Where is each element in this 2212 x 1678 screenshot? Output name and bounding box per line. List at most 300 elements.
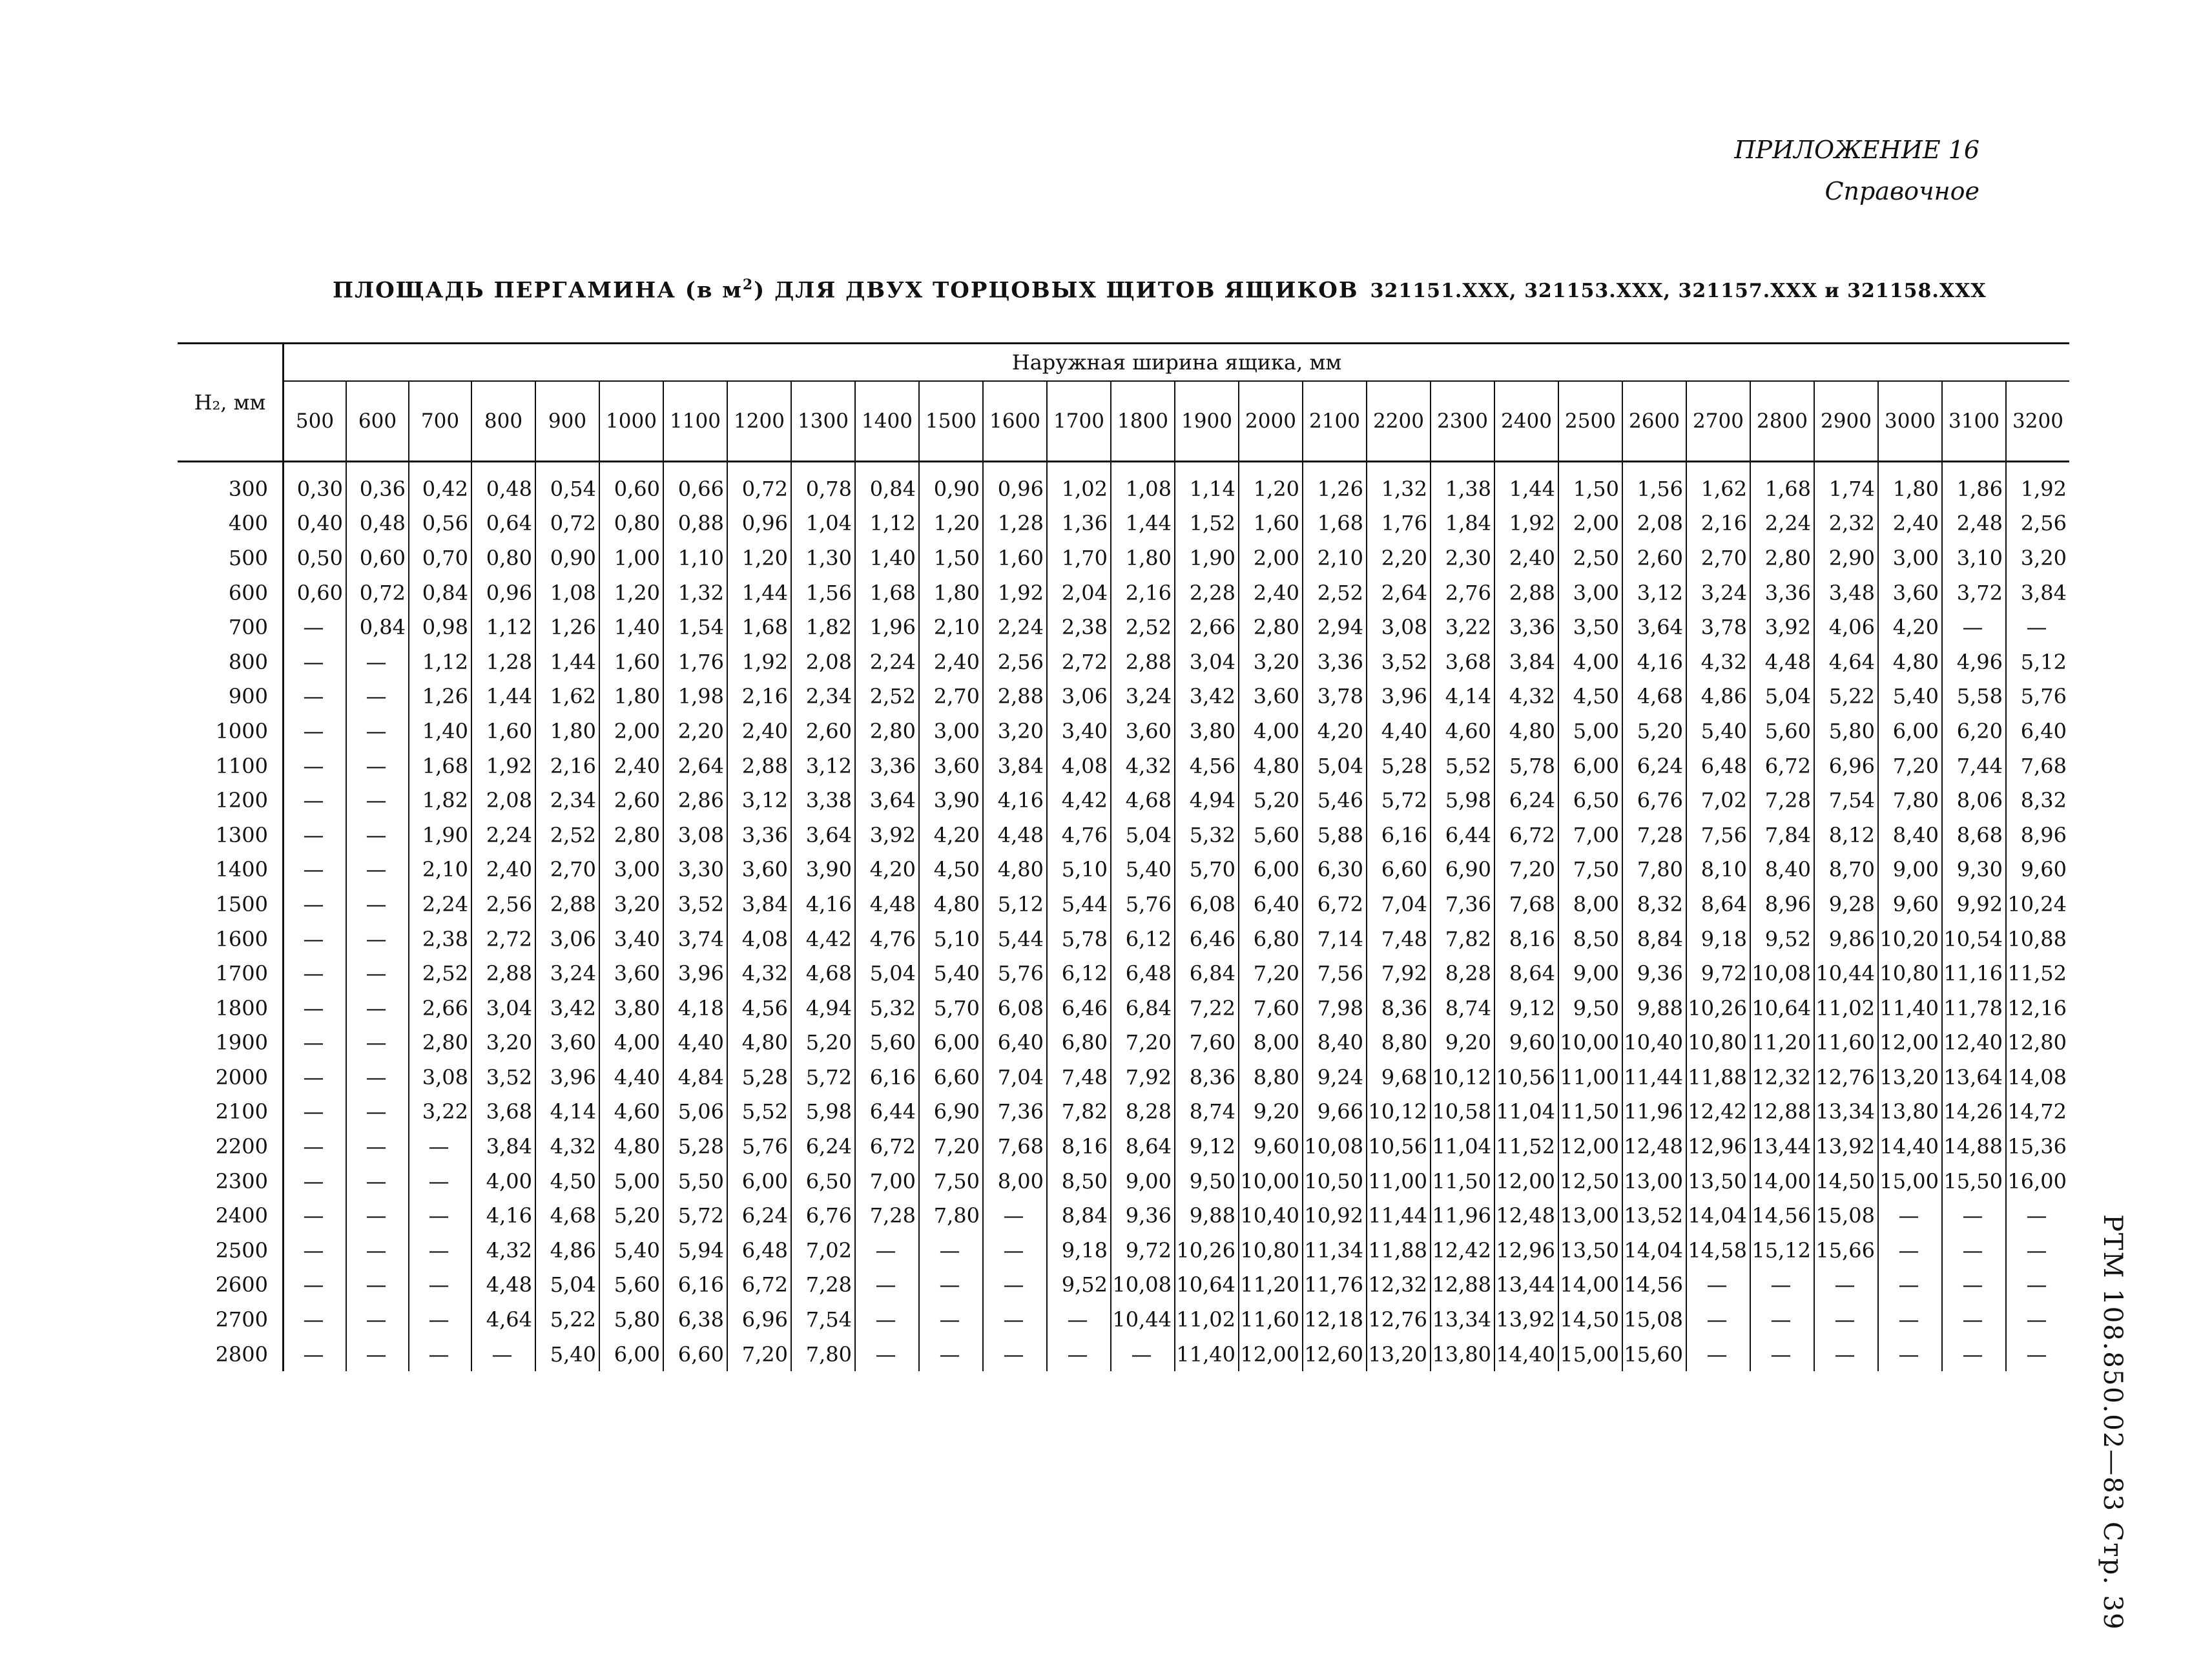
table-cell: 1,60 <box>599 645 663 679</box>
table-cell: 3,24 <box>1111 679 1175 714</box>
row-label: 2200 <box>178 1129 284 1164</box>
table-cell: 1,50 <box>1558 462 1622 506</box>
table-cell: 2,48 <box>1942 506 2006 541</box>
table-cell: 12,60 <box>1303 1337 1367 1372</box>
table-cell: 2,94 <box>1303 610 1367 645</box>
table-cell: 7,54 <box>791 1302 855 1337</box>
table-cell: — <box>409 1337 471 1372</box>
column-header: 1400 <box>855 381 919 462</box>
table-cell: — <box>855 1302 919 1337</box>
table-cell: — <box>1942 1233 2006 1268</box>
header-row-columns <box>178 381 2069 462</box>
table-cell: 2,20 <box>663 714 727 749</box>
table-cell: 14,50 <box>1814 1164 1878 1199</box>
table-cell: 5,50 <box>663 1164 727 1199</box>
table-cell: 1,84 <box>1431 506 1494 541</box>
table-cell: 4,06 <box>1814 610 1878 645</box>
row-label: 900 <box>178 679 284 714</box>
table-cell: 0,84 <box>409 575 471 610</box>
table-cell: 0,56 <box>409 506 471 541</box>
table-cell: 8,96 <box>1750 887 1814 922</box>
column-header: 2900 <box>1814 381 1878 462</box>
table-cell: 8,32 <box>2020 788 2067 813</box>
table-cell: 9,52 <box>1750 922 1814 957</box>
table-cell: 10,88 <box>2007 926 2067 951</box>
table-cell: 9,60 <box>1494 1026 1558 1061</box>
table-cell: 3,60 <box>599 956 663 991</box>
table-row <box>178 1233 2069 1268</box>
table-cell: 3,36 <box>855 749 919 783</box>
table-cell: 3,08 <box>663 818 727 853</box>
table-cell: 9,18 <box>1047 1233 1111 1268</box>
table-cell: 5,58 <box>1942 679 2006 714</box>
column-header: 1800 <box>1111 381 1175 462</box>
table-cell: 11,44 <box>1367 1198 1431 1233</box>
table-cell: 6,60 <box>919 1060 983 1095</box>
table-row <box>178 991 2069 1026</box>
table-cell: 7,80 <box>919 1198 983 1233</box>
table-cell: 6,24 <box>791 1129 855 1164</box>
table-cell: 3,06 <box>1047 679 1111 714</box>
table-cell: 10,44 <box>1111 1302 1175 1337</box>
table-cell: 2,52 <box>855 679 919 714</box>
title-superscript: 2 <box>742 276 754 293</box>
table-cell: 0,60 <box>346 541 409 575</box>
table-cell: 5,20 <box>599 1198 663 1233</box>
table-row <box>178 645 2069 679</box>
table-cell: 5,12 <box>983 887 1047 922</box>
side-note-text: РТМ 108.850.02—83 Стр. 39 <box>2098 1214 2127 1631</box>
table-cell: 7,60 <box>1239 991 1303 1026</box>
table-cell: 12,40 <box>1942 1026 2006 1061</box>
table-cell: 7,28 <box>1750 783 1814 818</box>
table-cell: 5,20 <box>1622 714 1686 749</box>
table-cell: 11,52 <box>1494 1129 1558 1164</box>
table-cell: 3,36 <box>1303 645 1367 679</box>
table-cell: 9,00 <box>1558 956 1622 991</box>
table-cell: 7,28 <box>1622 818 1686 853</box>
table-cell: — <box>983 1268 1047 1303</box>
table-cell: 9,72 <box>1686 956 1750 991</box>
table-cell: 1,04 <box>791 506 855 541</box>
table-cell: 8,12 <box>1814 818 1878 853</box>
table-cell: 11,50 <box>1431 1164 1494 1199</box>
table-cell: 10,40 <box>1622 1026 1686 1061</box>
table-row <box>178 1302 2069 1337</box>
table-cell: 16,00 <box>2007 1168 2067 1194</box>
table-cell: 4,18 <box>663 991 727 1026</box>
table-cell: 1,68 <box>1303 506 1367 541</box>
table-cell: — <box>1878 1337 1942 1372</box>
table-cell: 0,66 <box>663 462 727 506</box>
table-cell: — <box>409 1268 471 1303</box>
table-cell: 7,60 <box>1175 1026 1239 1061</box>
table-cell: 1,74 <box>1814 462 1878 506</box>
table-cell: 3,00 <box>1878 541 1942 575</box>
table-row <box>178 853 2069 887</box>
table-cell: — <box>346 1026 409 1061</box>
table-cell: 1,80 <box>1111 541 1175 575</box>
table-cell: 5,80 <box>1814 714 1878 749</box>
table-cell: 3,24 <box>1686 575 1750 610</box>
table-cell: 13,50 <box>1558 1233 1622 1268</box>
table-cell: 10,80 <box>1239 1233 1303 1268</box>
table-cell: 14,50 <box>1558 1302 1622 1337</box>
table-cell: 11,34 <box>1303 1233 1367 1268</box>
table-cell: 13,64 <box>1942 1060 2006 1095</box>
table-cell: 3,60 <box>1111 714 1175 749</box>
table-cell: 7,22 <box>1175 991 1239 1026</box>
table-cell: 8,00 <box>983 1164 1047 1199</box>
table-cell: 0,80 <box>471 541 535 575</box>
table-cell: 15,00 <box>1878 1164 1942 1199</box>
column-header: 1300 <box>791 381 855 462</box>
table-cell: 2,40 <box>727 714 791 749</box>
table-cell: 15,00 <box>1558 1337 1622 1372</box>
table-cell: 6,72 <box>1303 887 1367 922</box>
table-cell: 1,92 <box>2020 476 2067 501</box>
table-cell: — <box>855 1233 919 1268</box>
table-cell: 9,24 <box>1303 1060 1367 1095</box>
table-cell: 8,50 <box>1558 922 1622 957</box>
column-header: 3100 <box>1942 381 2006 462</box>
table-cell: 0,96 <box>727 506 791 541</box>
table-cell: 1,20 <box>919 506 983 541</box>
table-cell: 2,40 <box>599 749 663 783</box>
table-cell: 5,12 <box>2020 649 2067 674</box>
table-cell: 0,42 <box>409 462 471 506</box>
table-cell: 2,70 <box>919 679 983 714</box>
table-cell: 0,96 <box>471 575 535 610</box>
table-cell: — <box>2026 1238 2047 1263</box>
table-cell: — <box>919 1268 983 1303</box>
table-cell: 0,84 <box>346 610 409 645</box>
table-cell: 2,60 <box>599 783 663 818</box>
table-cell: 4,56 <box>727 991 791 1026</box>
table-cell: 1,40 <box>855 541 919 575</box>
table-row <box>178 575 2069 610</box>
table-cell: 5,80 <box>599 1302 663 1337</box>
table-cell: 8,84 <box>1047 1198 1111 1233</box>
table-cell: 0,90 <box>535 541 599 575</box>
table-cell: — <box>346 1337 409 1372</box>
table-cell: 9,88 <box>1622 991 1686 1026</box>
table-cell: 8,32 <box>1622 887 1686 922</box>
table-cell: 12,16 <box>2007 995 2067 1020</box>
table-cell: 10,64 <box>1750 991 1814 1026</box>
table-cell: 11,96 <box>1622 1095 1686 1130</box>
table-cell: 1,14 <box>1175 462 1239 506</box>
table-row <box>178 1268 2069 1303</box>
table-cell: 14,00 <box>1750 1164 1814 1199</box>
table-cell: 5,40 <box>535 1337 599 1372</box>
table-cell: — <box>1942 610 2006 645</box>
table-cell: 7,82 <box>1431 922 1494 957</box>
table-cell: 0,80 <box>599 506 663 541</box>
table-cell: 2,40 <box>919 645 983 679</box>
table-cell: 2,16 <box>727 679 791 714</box>
table-cell: 3,64 <box>855 783 919 818</box>
table-cell: 4,80 <box>1239 749 1303 783</box>
table-cell: 1,56 <box>1622 462 1686 506</box>
table-cell: 1,26 <box>535 610 599 645</box>
table-cell: — <box>346 818 409 853</box>
table-cell: 1,44 <box>535 645 599 679</box>
table-cell: 14,56 <box>1750 1198 1814 1233</box>
table-cell: 6,72 <box>855 1129 919 1164</box>
table-cell: 5,44 <box>983 922 1047 957</box>
table-cell: 3,60 <box>727 853 791 887</box>
table-cell: 3,36 <box>1494 610 1558 645</box>
table-cell: 6,80 <box>1047 1026 1111 1061</box>
table-cell: 1,82 <box>409 783 471 818</box>
table-cell: — <box>409 1129 471 1164</box>
table-cell: — <box>346 749 409 783</box>
table-cell: — <box>346 956 409 991</box>
table-cell: 6,60 <box>1367 853 1431 887</box>
table-cell: 8,06 <box>1942 783 2006 818</box>
row-label: 2800 <box>178 1337 284 1372</box>
table-cell: 14,04 <box>1622 1233 1686 1268</box>
table-cell: 11,02 <box>1175 1302 1239 1337</box>
table-cell: 0,64 <box>471 506 535 541</box>
table-cell: 7,50 <box>1558 853 1622 887</box>
table-cell: — <box>284 1164 347 1199</box>
table-cell: 9,12 <box>1494 991 1558 1026</box>
table-cell: 2,70 <box>1686 541 1750 575</box>
table-cell: 4,40 <box>599 1060 663 1095</box>
table-cell: 1,44 <box>1494 462 1558 506</box>
table-cell: — <box>346 679 409 714</box>
table-cell: 9,50 <box>1175 1164 1239 1199</box>
table-cell: 5,88 <box>1303 818 1367 853</box>
table-cell: 3,08 <box>1367 610 1431 645</box>
table-cell: 11,60 <box>1239 1302 1303 1337</box>
table-cell: 11,40 <box>1878 991 1942 1026</box>
table-cell: 0,36 <box>346 462 409 506</box>
table-cell: — <box>983 1233 1047 1268</box>
column-header: 600 <box>346 381 409 462</box>
table-cell: 8,64 <box>1686 887 1750 922</box>
table-cell: — <box>471 1337 535 1372</box>
table-cell: 10,40 <box>1239 1198 1303 1233</box>
table-cell: — <box>1878 1233 1942 1268</box>
table-cell: 8,80 <box>1367 1026 1431 1061</box>
table-cell: 3,24 <box>535 956 599 991</box>
table-cell: 6,84 <box>1111 991 1175 1026</box>
table-cell: 4,80 <box>919 887 983 922</box>
table-cell: 6,12 <box>1111 922 1175 957</box>
table-row <box>178 887 2069 922</box>
table-cell: 10,00 <box>1239 1164 1303 1199</box>
table-cell: 2,32 <box>1814 506 1878 541</box>
table-cell: 6,46 <box>1047 991 1111 1026</box>
table-cell: 3,12 <box>791 749 855 783</box>
table-cell: 5,10 <box>919 922 983 957</box>
table-cell: 4,20 <box>1878 610 1942 645</box>
table-cell: 9,00 <box>1878 853 1942 887</box>
table-cell: 6,48 <box>1111 956 1175 991</box>
table-cell: 6,44 <box>855 1095 919 1130</box>
table-cell: 2,16 <box>535 749 599 783</box>
table-cell: 7,56 <box>1686 818 1750 853</box>
table-cell: 4,68 <box>791 956 855 991</box>
table-cell: 2,88 <box>1111 645 1175 679</box>
table-cell: — <box>1686 1337 1750 1372</box>
table-cell: 15,12 <box>1750 1233 1814 1268</box>
table-cell: 4,76 <box>1047 818 1111 853</box>
table-cell: 1,60 <box>983 541 1047 575</box>
table-cell: 1,20 <box>727 541 791 575</box>
table-cell: — <box>284 1268 347 1303</box>
table-cell: 5,72 <box>663 1198 727 1233</box>
table-cell: 7,44 <box>1942 749 2006 783</box>
table-cell: 6,72 <box>1750 749 1814 783</box>
table-cell: 6,60 <box>663 1337 727 1372</box>
table-cell: 4,08 <box>1047 749 1111 783</box>
table-cell: 4,50 <box>1558 679 1622 714</box>
table-cell: 14,04 <box>1686 1198 1750 1233</box>
table-cell: 8,96 <box>2020 822 2067 847</box>
table-cell: 8,16 <box>1494 922 1558 957</box>
table-cell: 7,02 <box>1686 783 1750 818</box>
table-cell: — <box>855 1268 919 1303</box>
table-cell: 2,52 <box>535 818 599 853</box>
table-cell: 8,64 <box>1494 956 1558 991</box>
table-cell: 6,16 <box>855 1060 919 1095</box>
table-cell: 1,90 <box>1175 541 1239 575</box>
table-cell: 12,48 <box>1622 1129 1686 1164</box>
table-cell: — <box>2026 1307 2047 1332</box>
row-label: 2500 <box>178 1233 284 1268</box>
table-cell: 4,48 <box>983 818 1047 853</box>
table-cell: 4,48 <box>855 887 919 922</box>
table-cell: 7,20 <box>1111 1026 1175 1061</box>
table-cell: 5,00 <box>1558 714 1622 749</box>
row-label: 2600 <box>178 1268 284 1303</box>
table-cell: 5,04 <box>1303 749 1367 783</box>
table-cell: 5,44 <box>1047 887 1111 922</box>
table-cell: 5,70 <box>1175 853 1239 887</box>
table-cell: 6,00 <box>727 1164 791 1199</box>
table-cell: 3,36 <box>1750 575 1814 610</box>
table-cell: 10,08 <box>1111 1268 1175 1303</box>
table-cell: 3,72 <box>1942 575 2006 610</box>
table-row <box>178 1164 2069 1199</box>
row-label: 2400 <box>178 1198 284 1233</box>
column-header: 700 <box>409 381 471 462</box>
table-row <box>178 1060 2069 1095</box>
table-cell: 9,36 <box>1622 956 1686 991</box>
table-cell: 5,40 <box>1686 714 1750 749</box>
table-cell: 5,60 <box>855 1026 919 1061</box>
table-cell: 2,56 <box>471 887 535 922</box>
table-cell: — <box>1942 1198 2006 1233</box>
table-cell: 1,80 <box>535 714 599 749</box>
table-cell: 2,08 <box>1622 506 1686 541</box>
table-cell: 0,48 <box>346 506 409 541</box>
table-cell: 2,64 <box>663 749 727 783</box>
table-cell: 4,60 <box>1431 714 1494 749</box>
table-cell: 1,44 <box>1111 506 1175 541</box>
table-cell: 0,48 <box>471 462 535 506</box>
table-cell: 10,56 <box>1367 1129 1431 1164</box>
table-row <box>178 783 2069 818</box>
table-cell: 11,96 <box>1431 1198 1494 1233</box>
table-cell: 8,00 <box>1558 887 1622 922</box>
table-cell: — <box>284 610 347 645</box>
table-cell: — <box>1047 1302 1111 1337</box>
table-cell: 4,68 <box>1111 783 1175 818</box>
table-cell: — <box>2026 1272 2047 1298</box>
table-cell: 6,38 <box>663 1302 727 1337</box>
table-cell: 10,24 <box>2007 891 2067 917</box>
table-cell: — <box>1750 1337 1814 1372</box>
table-cell: — <box>983 1337 1047 1372</box>
row-label: 1500 <box>178 887 284 922</box>
table-cell: 5,52 <box>727 1095 791 1130</box>
table-cell: 4,16 <box>471 1198 535 1233</box>
table-cell: 2,24 <box>471 818 535 853</box>
table-cell: 8,80 <box>1239 1060 1303 1095</box>
table-cell: 7,56 <box>1303 956 1367 991</box>
table-cell: — <box>1686 1302 1750 1337</box>
table-cell: 7,80 <box>1878 783 1942 818</box>
row-label: 1800 <box>178 991 284 1026</box>
table-cell: — <box>346 1129 409 1164</box>
table-cell: 2,80 <box>409 1026 471 1061</box>
table-cell: 11,04 <box>1494 1095 1558 1130</box>
table-cell: — <box>1814 1337 1878 1372</box>
table-cell: 8,10 <box>1686 853 1750 887</box>
table-cell: 8,28 <box>1431 956 1494 991</box>
table-cell: 10,58 <box>1431 1095 1494 1130</box>
table-cell: 2,24 <box>409 887 471 922</box>
table-cell: 9,00 <box>1111 1164 1175 1199</box>
table-cell: 1,00 <box>599 541 663 575</box>
table-cell: 13,34 <box>1814 1095 1878 1130</box>
table-cell: 6,48 <box>727 1233 791 1268</box>
table-cell: 12,00 <box>1494 1164 1558 1199</box>
table-cell: 12,88 <box>1750 1095 1814 1130</box>
table-cell: 1,98 <box>663 679 727 714</box>
table-cell: 7,00 <box>1558 818 1622 853</box>
table-row <box>178 1026 2069 1061</box>
table-cell: 3,68 <box>471 1095 535 1130</box>
table-cell: 8,74 <box>1431 991 1494 1026</box>
table-cell: 1,68 <box>409 749 471 783</box>
table-cell: 10,26 <box>1175 1233 1239 1268</box>
table-cell: 3,52 <box>663 887 727 922</box>
table-cell: 8,74 <box>1175 1095 1239 1130</box>
table-cell: — <box>1750 1268 1814 1303</box>
table-cell: 1,28 <box>471 645 535 679</box>
table-cell: 2,88 <box>983 679 1047 714</box>
table-cell: 4,20 <box>919 818 983 853</box>
table-cell: 14,58 <box>1686 1233 1750 1268</box>
table-title <box>333 276 1987 303</box>
table-cell: 5,40 <box>1111 853 1175 887</box>
table-cell: 0,72 <box>535 506 599 541</box>
table-cell: 2,28 <box>1175 575 1239 610</box>
table-cell: 8,00 <box>1239 1026 1303 1061</box>
table-cell: 4,94 <box>791 991 855 1026</box>
table-cell: 1,26 <box>409 679 471 714</box>
table-cell: 4,80 <box>983 853 1047 887</box>
table-row <box>178 679 2069 714</box>
table-cell: 6,24 <box>727 1198 791 1233</box>
table-cell: 2,88 <box>471 956 535 991</box>
